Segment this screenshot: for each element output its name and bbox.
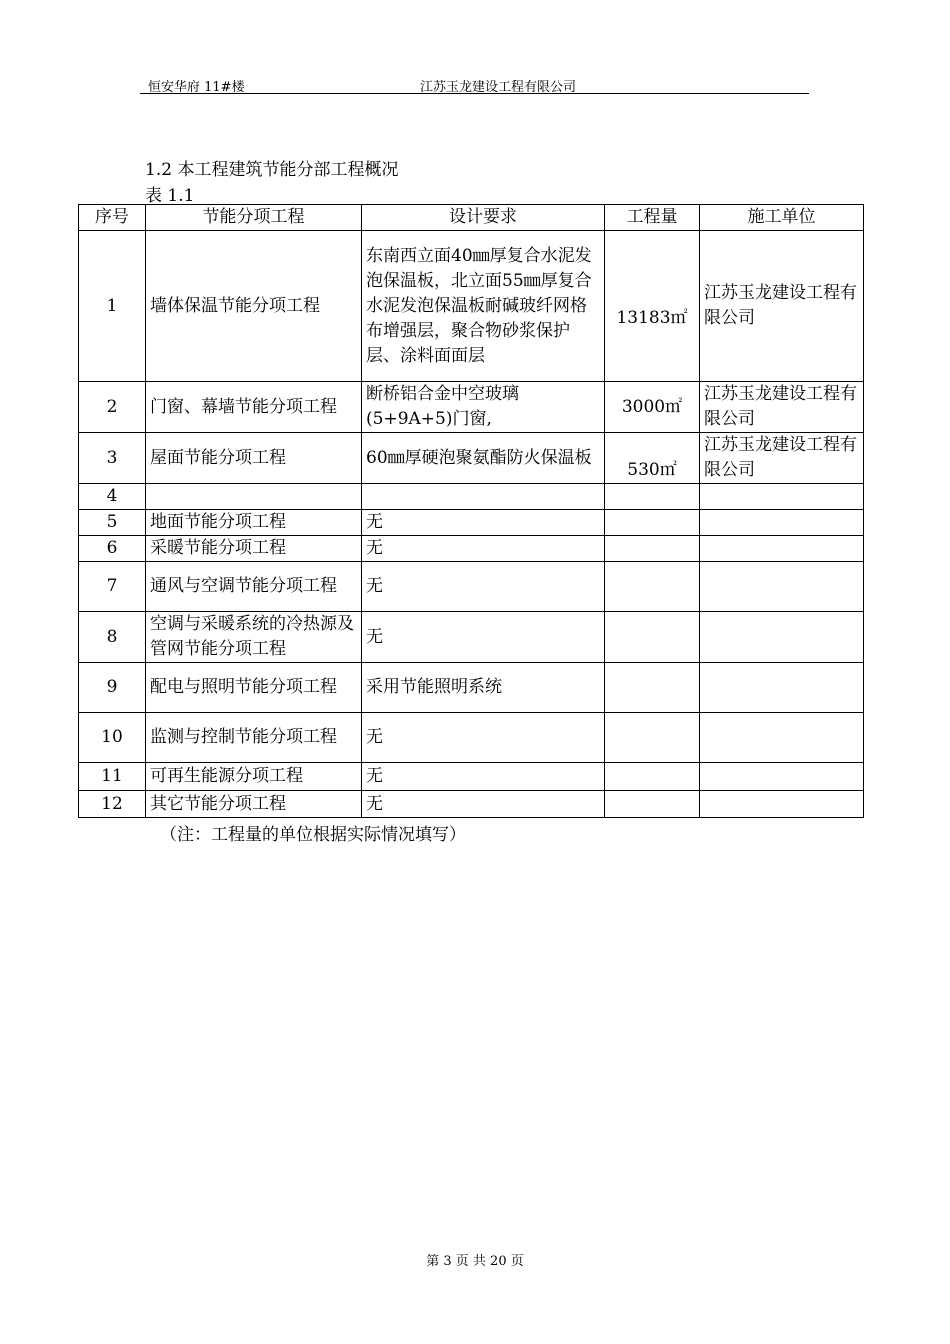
cell-item: 配电与照明节能分项工程 <box>146 663 362 713</box>
cell-item: 监测与控制节能分项工程 <box>146 713 362 763</box>
table-row <box>79 663 864 713</box>
cell-requirement: 无 <box>362 510 605 536</box>
header-company-name: 江苏玉龙建设工程有限公司 <box>420 80 577 95</box>
page-footer: 第 3 页 共 20 页 <box>426 1254 524 1269</box>
cell-contractor <box>700 536 864 562</box>
header-rule <box>140 93 809 94</box>
column-header-requirement: 设计要求 <box>362 205 605 231</box>
cell-quantity <box>605 791 700 818</box>
table-row <box>79 713 864 763</box>
cell-requirement: 无 <box>362 612 605 663</box>
cell-no: 11 <box>79 763 146 791</box>
cell-contractor: 江苏玉龙建设工程有限公司 <box>700 382 864 433</box>
cell-no: 1 <box>79 231 146 382</box>
cell-quantity <box>605 536 700 562</box>
cell-quantity: 530㎡ <box>605 433 700 484</box>
table-row <box>79 612 864 663</box>
column-header-contractor: 施工单位 <box>700 205 864 231</box>
cell-no: 6 <box>79 536 146 562</box>
table-row <box>79 484 864 510</box>
table-row <box>79 536 864 562</box>
cell-item <box>146 484 362 510</box>
cell-requirement: 无 <box>362 562 605 612</box>
cell-contractor <box>700 663 864 713</box>
cell-no: 4 <box>79 484 146 510</box>
cell-item: 屋面节能分项工程 <box>146 433 362 484</box>
cell-requirement: 断桥铝合金中空玻璃(5+9A+5)门窗, <box>362 382 605 433</box>
cell-no: 2 <box>79 382 146 433</box>
cell-contractor <box>700 763 864 791</box>
cell-contractor <box>700 713 864 763</box>
cell-contractor: 江苏玉龙建设工程有限公司 <box>700 433 864 484</box>
table-row <box>79 433 864 484</box>
cell-item: 墙体保温节能分项工程 <box>146 231 362 382</box>
table-row <box>79 382 864 433</box>
table-row <box>79 791 864 818</box>
cell-requirement: 无 <box>362 536 605 562</box>
cell-requirement: 东南西立面40㎜厚复合水泥发泡保温板，北立面55㎜厚复合水泥发泡保温板耐碱玻纤网格布增强层，聚合物砂浆保护层、涂料面面层 <box>362 231 605 382</box>
cell-no: 8 <box>79 612 146 663</box>
cell-quantity: 13183㎡ <box>605 231 700 382</box>
section-title: 1.2 本工程建筑节能分部工程概况 <box>145 160 399 180</box>
cell-quantity <box>605 510 700 536</box>
column-header-no: 序号 <box>79 205 146 231</box>
cell-requirement: 采用节能照明系统 <box>362 663 605 713</box>
cell-requirement: 无 <box>362 763 605 791</box>
cell-contractor <box>700 484 864 510</box>
cell-contractor <box>700 510 864 536</box>
cell-quantity <box>605 484 700 510</box>
header-project-name: 恒安华府 11#楼 <box>148 80 245 95</box>
cell-requirement: 60㎜厚硬泡聚氨酯防火保温板 <box>362 433 605 484</box>
table-note: （注：工程量的单位根据实际情况填写） <box>160 825 466 845</box>
table-row <box>79 231 864 382</box>
cell-contractor: 江苏玉龙建设工程有限公司 <box>700 231 864 382</box>
cell-quantity <box>605 713 700 763</box>
cell-quantity <box>605 562 700 612</box>
cell-contractor <box>700 612 864 663</box>
energy-saving-table <box>78 204 864 818</box>
cell-quantity: 3000㎡ <box>605 382 700 433</box>
cell-item: 其它节能分项工程 <box>146 791 362 818</box>
cell-item: 门窗、幕墙节能分项工程 <box>146 382 362 433</box>
table-row <box>79 763 864 791</box>
cell-no: 10 <box>79 713 146 763</box>
table-row <box>79 562 864 612</box>
table-header-row <box>79 205 864 231</box>
cell-requirement <box>362 484 605 510</box>
cell-no: 12 <box>79 791 146 818</box>
cell-quantity <box>605 763 700 791</box>
cell-contractor <box>700 562 864 612</box>
table-label: 表 1.1 <box>145 186 195 206</box>
cell-requirement: 无 <box>362 791 605 818</box>
cell-item: 可再生能源分项工程 <box>146 763 362 791</box>
cell-no: 7 <box>79 562 146 612</box>
cell-quantity <box>605 663 700 713</box>
cell-item: 空调与采暖系统的冷热源及管网节能分项工程 <box>146 612 362 663</box>
cell-requirement: 无 <box>362 713 605 763</box>
cell-quantity <box>605 612 700 663</box>
cell-item: 采暖节能分项工程 <box>146 536 362 562</box>
cell-no: 9 <box>79 663 146 713</box>
cell-no: 3 <box>79 433 146 484</box>
cell-contractor <box>700 791 864 818</box>
column-header-quantity: 工程量 <box>605 205 700 231</box>
column-header-item: 节能分项工程 <box>146 205 362 231</box>
table-row <box>79 510 864 536</box>
cell-item: 地面节能分项工程 <box>146 510 362 536</box>
cell-item: 通风与空调节能分项工程 <box>146 562 362 612</box>
cell-no: 5 <box>79 510 146 536</box>
